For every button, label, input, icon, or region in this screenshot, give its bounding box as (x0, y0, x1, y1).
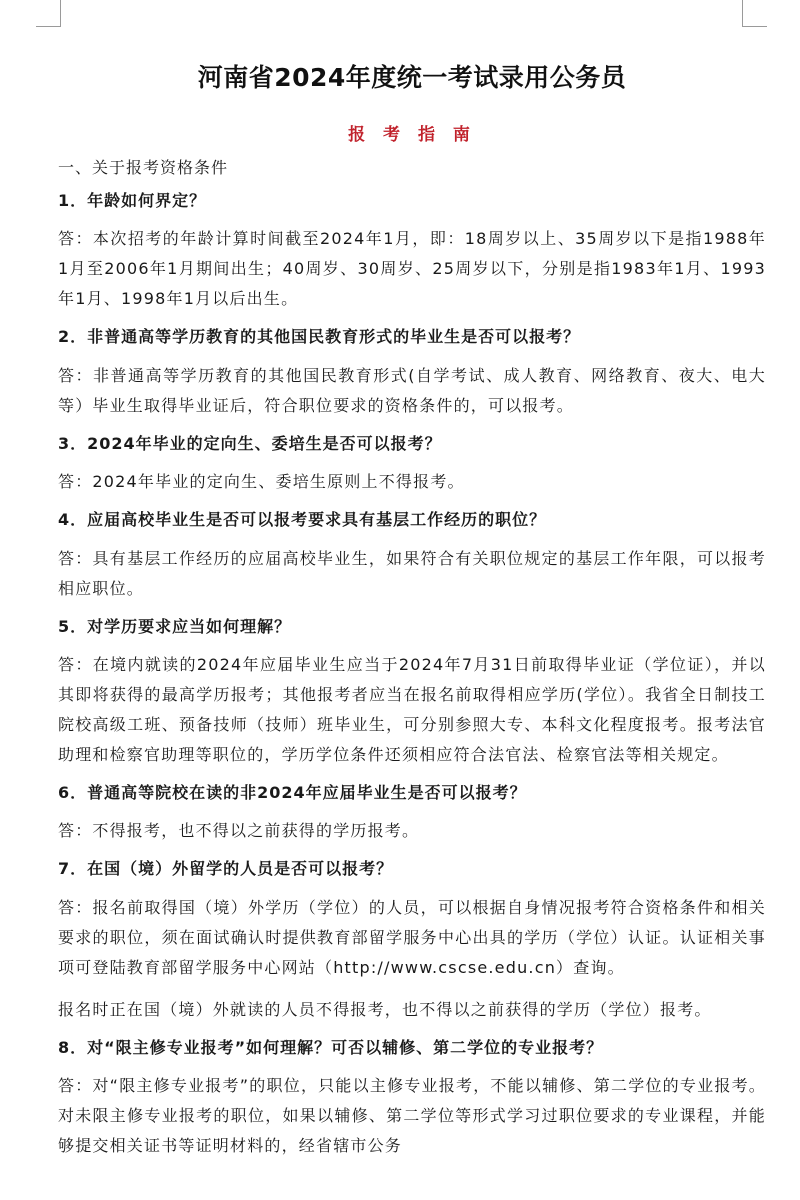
answer-paragraph: 答：本次招考的年龄计算时间截至2024年1月，即：18周岁以上、35周岁以下是指1988年1月至2006年1月期间出生；40周岁、30周岁、25周岁以下，分别是指1983年1月、1993年1月、1998年1月以后出生。 (58, 229, 766, 309)
qa-item (58, 326, 766, 420)
answer-paragraph: 答：报名前取得国（境）外学历（学位）的人员，可以根据自身情况报考符合资格条件和相关要求的职位，须在面试确认时提供教育部留学服务中心出具的学历（学位）认证。认证相关事项可登陆教育部留学服务中心网站（http://www.cscse.edu.cn）查询。 (58, 897, 766, 977)
answer-paragraph: 答：非普通高等学历教育的其他国民教育形式(自学考试、成人教育、网络教育、夜大、电大等）毕业生取得毕业证后，符合职位要求的资格条件的，可以报考。 (58, 365, 766, 415)
answer-paragraph: 答：2024年毕业的定向生、委培生原则上不得报考。 (58, 472, 465, 492)
section-heading: 一、关于报考资格条件 (58, 158, 229, 177)
question-heading: 6．普通高等院校在读的非2024年应届毕业生是否可以报考？ (58, 782, 527, 802)
qa-item (58, 433, 766, 497)
page-corner-mark-top-left (36, 0, 61, 27)
question-heading: 4．应届高校毕业生是否可以报考要求具有基层工作经历的职位？ (58, 510, 547, 530)
question-heading: 5．对学历要求应当如何理解？ (58, 616, 292, 636)
document-subtitle: 报 考 指 南 (348, 125, 476, 145)
answer-paragraph: 报名时正在国（境）外就读的人员不得报考，也不得以之前获得的学历（学位）报考。 (58, 999, 712, 1019)
page-corner-mark-top-right (742, 0, 767, 27)
answer-paragraph: 答：具有基层工作经历的应届高校毕业生，如果符合有关职位规定的基层工作年限，可以报考相应职位。 (58, 548, 766, 598)
question-heading: 7．在国（境）外留学的人员是否可以报考？ (58, 859, 394, 879)
qa-item (58, 509, 766, 603)
document-page (58, 48, 766, 1173)
question-heading: 3．2024年毕业的定向生、委培生是否可以报考？ (58, 433, 442, 453)
qa-item (58, 190, 766, 314)
answer-paragraph: 答：在境内就读的2024年应届毕业生应当于2024年7月31日前取得毕业证（学位证），并以其即将获得的最高学历报考；其他报考者应当在报名前取得相应学历(学位）。我省全日制技工院校高级工班、预备技师（技师）班毕业生，可分别参照大专、本科文化程度报考。报考法官助理和检察官助理等职位的，学历学位条件还须相应符合法官法、检察官法等相关规定。 (58, 654, 766, 764)
answer-paragraph: 答：对“限主修专业报考”的职位，只能以主修专业报考，不能以辅修、第二学位的专业报考。对未限主修专业报考的职位，如果以辅修、第二学位等形式学习过职位要求的专业课程，并能够提交相关证书等证明材料的，经省辖市公务 (58, 1076, 766, 1156)
document-title: 河南省2024年度统一考试录用公务员 (197, 63, 627, 92)
qa-item (58, 858, 766, 1024)
qa-item (58, 782, 766, 846)
question-heading: 1．年龄如何界定？ (58, 191, 207, 210)
question-heading: 8．对“限主修专业报考”如何理解？可否以辅修、第二学位的专业报考？ (58, 1037, 604, 1057)
question-heading: 2．非普通高等学历教育的其他国民教育形式的毕业生是否可以报考？ (58, 327, 581, 347)
qa-item (58, 1037, 766, 1161)
qa-item (58, 616, 766, 770)
answer-paragraph: 答：不得报考，也不得以之前获得的学历报考。 (58, 821, 420, 841)
qa-list (58, 190, 766, 1161)
